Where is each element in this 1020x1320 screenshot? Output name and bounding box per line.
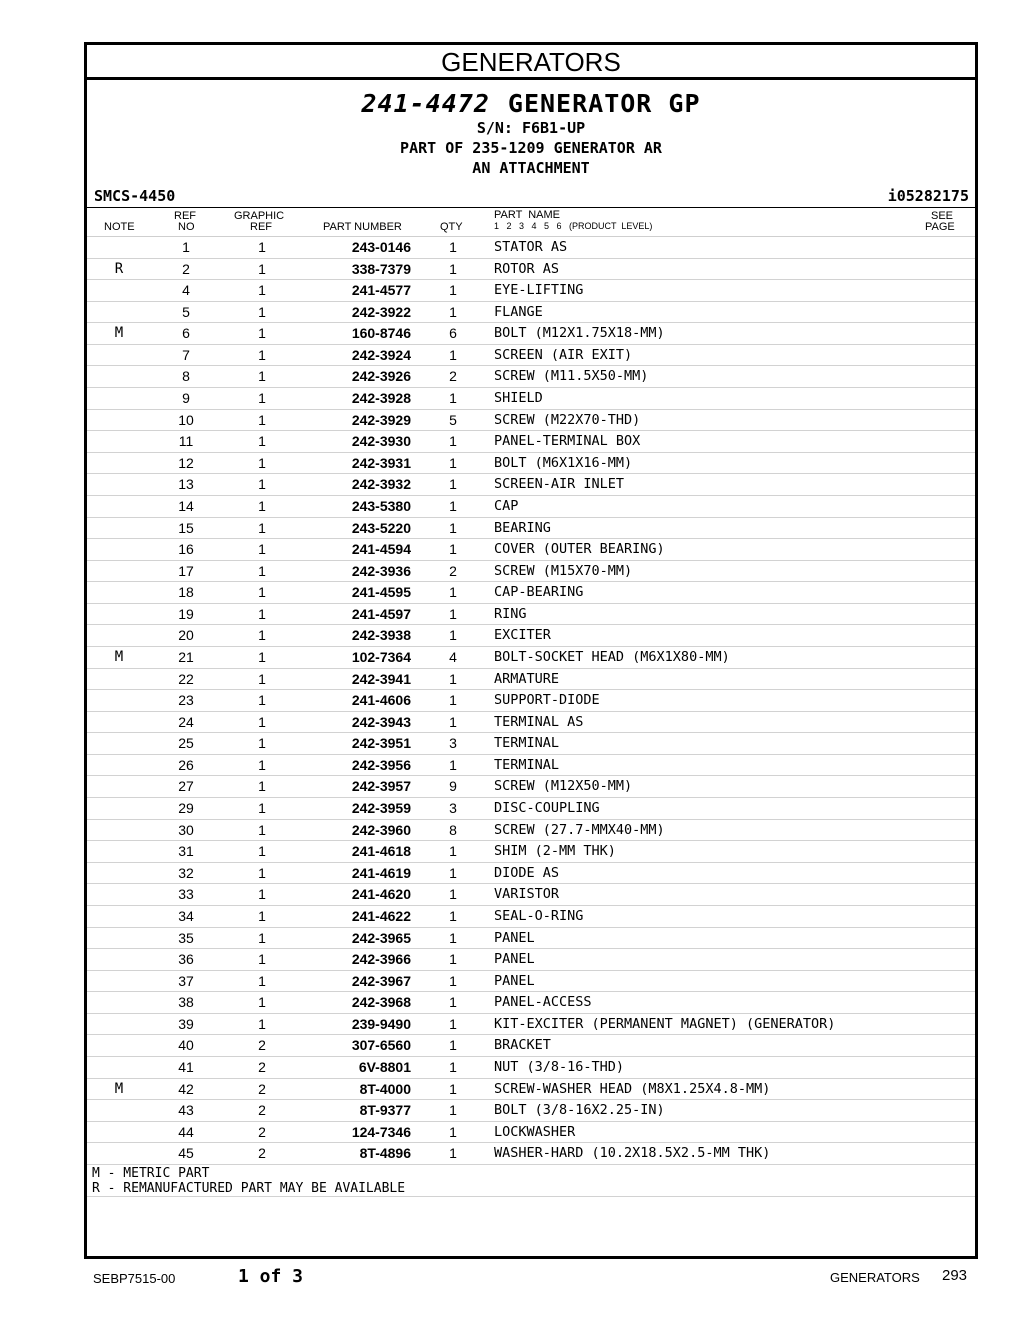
table-row xyxy=(87,366,975,388)
group-part-number: 241-4472 xyxy=(361,89,490,118)
ref-no-cell: 44 xyxy=(178,1123,194,1140)
ref-no-cell: 21 xyxy=(178,648,194,665)
part-name-cell: SCREW (M12X50-MM) xyxy=(494,778,633,795)
graphic-ref-cell: 1 xyxy=(258,346,266,363)
page-number: 293 xyxy=(942,1267,968,1284)
part-name-cell: PANEL-TERMINAL BOX xyxy=(494,433,641,450)
part-name-cell: VARISTOR xyxy=(494,886,560,903)
graphic-ref-cell: 1 xyxy=(258,519,266,536)
note-cell: M xyxy=(114,648,124,665)
table-row xyxy=(87,561,975,583)
table-row xyxy=(87,669,975,691)
part-number-cell: 242-3936 xyxy=(351,562,411,579)
ref-no-cell: 25 xyxy=(178,735,194,752)
group-title-block xyxy=(87,80,975,178)
ref-no-cell: 8 xyxy=(182,368,190,385)
ref-no-cell: 16 xyxy=(178,541,194,558)
footer-section: GENERATORS xyxy=(830,1270,920,1285)
qty-cell: 1 xyxy=(449,994,457,1011)
col-ref-2: NO xyxy=(178,221,195,233)
graphic-ref-cell: 1 xyxy=(258,239,266,255)
table-row xyxy=(87,906,975,928)
qty-cell: 1 xyxy=(449,1058,457,1075)
part-name-cell: KIT-EXCITER (PERMANENT MAGNET) (GENERATOR) xyxy=(494,1015,836,1032)
table-row xyxy=(87,884,975,906)
part-of-line: PART OF 235-1209 GENERATOR AR xyxy=(400,139,662,157)
table-row xyxy=(87,1079,975,1101)
graphic-ref-cell: 2 xyxy=(258,1080,266,1097)
part-number-cell: 243-5220 xyxy=(351,519,411,536)
part-name-cell: COVER (OUTER BEARING) xyxy=(494,541,665,558)
col-graphic-1: GRAPHIC xyxy=(234,210,285,222)
part-number-cell: 242-3967 xyxy=(351,972,411,989)
part-number-cell: 243-5380 xyxy=(351,497,411,514)
part-number-cell: 241-4619 xyxy=(351,864,411,881)
col-note: NOTE xyxy=(104,221,135,233)
col-part-number: PART NUMBER xyxy=(323,221,402,233)
graphic-ref-cell: 1 xyxy=(258,929,266,946)
part-name-cell: ARMATURE xyxy=(494,670,560,687)
table-row xyxy=(87,1014,975,1036)
part-name-cell: CAP xyxy=(494,497,519,514)
ref-no-cell: 19 xyxy=(178,605,194,622)
parts-page-frame xyxy=(84,42,978,1259)
part-number-cell: 102-7364 xyxy=(351,648,411,665)
smcs-code: SMCS-4450 xyxy=(94,187,176,205)
graphic-ref-cell: 1 xyxy=(258,584,266,601)
col-part-name-2: 1 2 3 4 5 6 (PRODUCT LEVEL) xyxy=(494,221,653,231)
table-row xyxy=(87,1035,975,1057)
ref-no-cell: 40 xyxy=(178,1037,194,1054)
ref-no-cell: 13 xyxy=(178,476,194,493)
qty-cell: 1 xyxy=(449,670,457,687)
part-name-cell: PANEL xyxy=(494,929,535,946)
qty-cell: 1 xyxy=(449,282,457,299)
parts-table xyxy=(87,237,975,1165)
qty-cell: 1 xyxy=(449,260,457,277)
part-name-cell: WASHER-HARD (10.2X18.5X2.5-MM THK) xyxy=(494,1145,771,1162)
graphic-ref-cell: 1 xyxy=(258,562,266,579)
col-part-name-1: PART NAME xyxy=(494,209,561,221)
part-name-cell: TERMINAL xyxy=(494,735,560,752)
part-name-cell: PANEL-ACCESS xyxy=(494,994,592,1011)
ref-no-cell: 11 xyxy=(178,433,194,450)
part-name-cell: SHIELD xyxy=(494,390,543,407)
graphic-ref-cell: 2 xyxy=(258,1058,266,1075)
qty-cell: 1 xyxy=(449,454,457,471)
part-name-cell: SCREW (M22X70-THD) xyxy=(494,411,641,428)
part-number-cell: 242-3956 xyxy=(351,756,411,773)
graphic-ref-cell: 2 xyxy=(258,1102,266,1119)
qty-cell: 1 xyxy=(449,1015,457,1032)
graphic-ref-cell: 1 xyxy=(258,907,266,924)
ref-no-cell: 39 xyxy=(178,1015,194,1032)
part-name-cell: BRACKET xyxy=(494,1037,551,1054)
ref-no-cell: 22 xyxy=(178,670,194,687)
table-row xyxy=(87,259,975,281)
note-cell: M xyxy=(114,1080,124,1097)
ref-no-cell: 20 xyxy=(178,627,194,644)
part-name-cell: SCREEN-AIR INLET xyxy=(494,476,625,493)
ref-no-cell: 27 xyxy=(178,778,194,795)
part-number-cell: 242-3932 xyxy=(351,476,411,493)
table-row xyxy=(87,518,975,540)
graphic-ref-cell: 1 xyxy=(258,994,266,1011)
part-number-cell: 242-3930 xyxy=(351,433,411,450)
ref-no-cell: 10 xyxy=(178,411,194,428)
ref-no-cell: 26 xyxy=(178,756,194,773)
qty-cell: 1 xyxy=(449,476,457,493)
ref-no-cell: 37 xyxy=(178,972,194,989)
part-number-cell: 242-3968 xyxy=(351,994,411,1011)
part-number-cell: 338-7379 xyxy=(351,260,411,277)
graphic-ref-cell: 1 xyxy=(258,476,266,493)
qty-cell: 1 xyxy=(449,519,457,536)
qty-cell: 3 xyxy=(449,735,457,752)
part-name-cell: DIODE AS xyxy=(494,864,560,881)
table-row xyxy=(87,712,975,734)
part-name-cell: ROTOR AS xyxy=(494,260,560,277)
ref-no-cell: 2 xyxy=(182,260,190,277)
table-row xyxy=(87,280,975,302)
qty-cell: 1 xyxy=(449,886,457,903)
table-row xyxy=(87,971,975,993)
qty-cell: 1 xyxy=(449,605,457,622)
part-number-cell: 242-3922 xyxy=(351,303,411,320)
page-footer xyxy=(0,1262,1020,1292)
part-number-cell: 239-9490 xyxy=(351,1015,411,1032)
part-name-cell: SUPPORT-DIODE xyxy=(494,692,600,709)
graphic-ref-cell: 2 xyxy=(258,1145,266,1162)
graphic-ref-cell: 1 xyxy=(258,497,266,514)
graphic-ref-cell: 1 xyxy=(258,627,266,644)
qty-cell: 1 xyxy=(449,951,457,968)
col-graphic-2: REF xyxy=(250,221,272,233)
ref-no-cell: 43 xyxy=(178,1102,194,1119)
qty-cell: 8 xyxy=(449,821,457,838)
graphic-ref-cell: 1 xyxy=(258,260,266,277)
graphic-ref-cell: 1 xyxy=(258,735,266,752)
part-name-cell: DISC-COUPLING xyxy=(494,800,600,817)
part-number-cell: 241-4595 xyxy=(351,584,411,601)
ref-no-cell: 33 xyxy=(178,886,194,903)
graphic-ref-cell: 1 xyxy=(258,282,266,299)
part-name-cell: BEARING xyxy=(494,519,551,536)
col-see-2: PAGE xyxy=(925,221,955,233)
part-number-cell: 242-3966 xyxy=(351,951,411,968)
table-row xyxy=(87,733,975,755)
part-name-cell: SCREW (M15X70-MM) xyxy=(494,562,633,579)
qty-cell: 1 xyxy=(449,864,457,881)
part-number-cell: 160-8746 xyxy=(351,325,411,342)
part-number-cell: 241-4594 xyxy=(351,541,411,558)
graphic-ref-cell: 1 xyxy=(258,1015,266,1032)
table-row xyxy=(87,431,975,453)
graphic-ref-cell: 1 xyxy=(258,821,266,838)
ref-no-cell: 34 xyxy=(178,907,194,924)
part-name-cell: CAP-BEARING xyxy=(494,584,584,601)
qty-cell: 1 xyxy=(449,1145,457,1162)
section-title: GENERATORS xyxy=(87,45,975,80)
qty-cell: 1 xyxy=(449,692,457,709)
table-row xyxy=(87,755,975,777)
qty-cell: 1 xyxy=(449,497,457,514)
graphic-ref-cell: 1 xyxy=(258,454,266,471)
part-number-cell: 241-4597 xyxy=(351,605,411,622)
part-number-cell: 242-3957 xyxy=(351,778,411,795)
table-row xyxy=(87,604,975,626)
table-row xyxy=(87,690,975,712)
graphic-ref-cell: 1 xyxy=(258,864,266,881)
table-row xyxy=(87,949,975,971)
part-number-cell: 6V-8801 xyxy=(358,1058,411,1075)
part-name-cell: SCREEN (AIR EXIT) xyxy=(494,346,633,363)
table-row xyxy=(87,928,975,950)
part-number-cell: 124-7346 xyxy=(351,1123,411,1140)
graphic-ref-cell: 1 xyxy=(258,303,266,320)
qty-cell: 6 xyxy=(449,325,457,342)
part-name-cell: EXCITER xyxy=(494,627,551,644)
col-qty: QTY xyxy=(440,221,463,233)
ref-no-cell: 12 xyxy=(178,454,194,471)
graphic-ref-cell: 1 xyxy=(258,411,266,428)
part-number-cell: 242-3928 xyxy=(351,390,411,407)
graphic-ref-cell: 1 xyxy=(258,843,266,860)
qty-cell: 1 xyxy=(449,1037,457,1054)
qty-cell: 1 xyxy=(449,303,457,320)
part-name-cell: EYE-LIFTING xyxy=(494,282,584,299)
part-name-cell: PANEL xyxy=(494,951,535,968)
notes-legend xyxy=(87,1166,975,1197)
graphic-ref-cell: 1 xyxy=(258,800,266,817)
graphic-ref-cell: 1 xyxy=(258,433,266,450)
qty-cell: 1 xyxy=(449,756,457,773)
doc-id: SEBP7515-00 xyxy=(93,1271,176,1286)
qty-cell: 1 xyxy=(449,346,457,363)
graphic-ref-cell: 2 xyxy=(258,1037,266,1054)
ref-no-cell: 30 xyxy=(178,821,194,838)
graphic-ref-cell: 1 xyxy=(258,972,266,989)
legend-reman: R - REMANUFACTURED PART MAY BE AVAILABLE xyxy=(92,1181,406,1196)
part-name-cell: SCREW (27.7-MMX40-MM) xyxy=(494,821,665,838)
table-row xyxy=(87,1057,975,1079)
qty-cell: 1 xyxy=(449,627,457,644)
part-number-cell: 242-3951 xyxy=(351,735,411,752)
part-number-cell: 242-3929 xyxy=(351,411,411,428)
part-number-cell: 242-3941 xyxy=(351,670,411,687)
table-row xyxy=(87,625,975,647)
table-row xyxy=(87,1122,975,1144)
qty-cell: 1 xyxy=(449,972,457,989)
part-name-cell: TERMINAL xyxy=(494,756,560,773)
part-number-cell: 8T-9377 xyxy=(359,1102,411,1119)
qty-cell: 1 xyxy=(449,584,457,601)
ref-no-cell: 41 xyxy=(178,1058,194,1075)
serial-number: S/N: F6B1-UP xyxy=(476,119,586,137)
table-row xyxy=(87,539,975,561)
qty-cell: 1 xyxy=(449,907,457,924)
part-name-cell: TERMINAL AS xyxy=(494,713,584,730)
part-number-cell: 242-3926 xyxy=(351,368,411,385)
ref-no-cell: 42 xyxy=(178,1080,194,1097)
graphic-ref-cell: 1 xyxy=(258,692,266,709)
table-row xyxy=(87,323,975,345)
part-name-cell: BOLT (M12X1.75X18-MM) xyxy=(494,325,665,342)
ref-no-cell: 35 xyxy=(178,929,194,946)
graphic-ref-cell: 1 xyxy=(258,670,266,687)
qty-cell: 1 xyxy=(449,929,457,946)
ref-no-cell: 18 xyxy=(178,584,194,601)
graphic-ref-cell: 1 xyxy=(258,605,266,622)
part-name-cell: NUT (3/8-16-THD) xyxy=(494,1058,625,1075)
ref-no-cell: 32 xyxy=(178,864,194,881)
group-name: GENERATOR GP xyxy=(507,89,701,118)
part-number-cell: 241-4618 xyxy=(351,843,411,860)
qty-cell: 2 xyxy=(449,562,457,579)
table-row xyxy=(87,410,975,432)
legend-metric: M - METRIC PART xyxy=(92,1166,210,1181)
part-number-cell: 8T-4896 xyxy=(359,1145,411,1162)
table-row xyxy=(87,647,975,669)
qty-cell: 1 xyxy=(449,541,457,558)
part-name-cell: LOCKWASHER xyxy=(494,1123,576,1140)
table-row xyxy=(87,863,975,885)
table-row xyxy=(87,582,975,604)
note-cell: M xyxy=(114,325,124,342)
ref-no-cell: 9 xyxy=(182,390,190,407)
graphic-ref-cell: 2 xyxy=(258,1123,266,1140)
table-row xyxy=(87,453,975,475)
graphic-ref-cell: 1 xyxy=(258,325,266,342)
part-number-cell: 242-3959 xyxy=(351,800,411,817)
part-number-cell: 241-4620 xyxy=(351,886,411,903)
ref-no-cell: 29 xyxy=(178,800,194,817)
qty-cell: 1 xyxy=(449,1080,457,1097)
table-row xyxy=(87,820,975,842)
part-name-cell: SHIM (2-MM THK) xyxy=(494,843,616,860)
graphic-ref-cell: 1 xyxy=(258,756,266,773)
ref-no-cell: 14 xyxy=(178,497,194,514)
note-cell: R xyxy=(114,260,124,277)
table-row xyxy=(87,302,975,324)
qty-cell: 1 xyxy=(449,1123,457,1140)
table-row xyxy=(87,1100,975,1122)
qty-cell: 1 xyxy=(449,390,457,407)
table-row xyxy=(87,992,975,1014)
group-title xyxy=(87,90,975,118)
ref-no-cell: 7 xyxy=(182,346,190,363)
table-row xyxy=(87,474,975,496)
column-header xyxy=(87,208,975,237)
graphic-ref-cell: 1 xyxy=(258,390,266,407)
table-row xyxy=(87,1143,975,1165)
ref-no-cell: 1 xyxy=(182,239,190,255)
table-row xyxy=(87,345,975,367)
qty-cell: 1 xyxy=(449,843,457,860)
ref-no-cell: 5 xyxy=(182,303,190,320)
table-row xyxy=(87,237,975,259)
ref-no-cell: 17 xyxy=(178,562,194,579)
graphic-ref-cell: 1 xyxy=(258,648,266,665)
part-name-cell: BOLT (3/8-16X2.25-IN) xyxy=(494,1102,665,1119)
qty-cell: 4 xyxy=(449,648,457,665)
part-name-cell: SCREW-WASHER HEAD (M8X1.25X4.8-MM) xyxy=(494,1080,771,1097)
table-row xyxy=(87,841,975,863)
ref-no-cell: 23 xyxy=(178,692,194,709)
qty-cell: 1 xyxy=(449,1102,457,1119)
graphic-ref-cell: 1 xyxy=(258,886,266,903)
table-row xyxy=(87,496,975,518)
part-number-cell: 241-4577 xyxy=(351,282,411,299)
part-number-cell: 242-3938 xyxy=(351,627,411,644)
qty-cell: 1 xyxy=(449,433,457,450)
part-number-cell: 242-3931 xyxy=(351,454,411,471)
table-row xyxy=(87,388,975,410)
illustration-id: i05282175 xyxy=(887,187,969,205)
part-name-cell: PANEL xyxy=(494,972,535,989)
part-name-cell: BOLT (M6X1X16-MM) xyxy=(494,454,633,471)
smcs-row xyxy=(87,187,975,208)
page-of: 1 of 3 xyxy=(238,1266,304,1287)
col-see-1: SEE xyxy=(931,210,954,222)
part-name-cell: SCREW (M11.5X50-MM) xyxy=(494,368,649,385)
qty-cell: 1 xyxy=(449,713,457,730)
qty-cell: 1 xyxy=(449,239,457,255)
ref-no-cell: 4 xyxy=(182,282,190,299)
table-row xyxy=(87,798,975,820)
part-number-cell: 242-3943 xyxy=(351,713,411,730)
qty-cell: 5 xyxy=(449,411,457,428)
qty-cell: 3 xyxy=(449,800,457,817)
part-number-cell: 307-6560 xyxy=(351,1037,411,1054)
part-name-cell: BOLT-SOCKET HEAD (M6X1X80-MM) xyxy=(494,648,730,665)
ref-no-cell: 31 xyxy=(178,843,194,860)
part-name-cell: FLANGE xyxy=(494,303,543,320)
part-number-cell: 8T-4000 xyxy=(359,1080,411,1097)
part-number-cell: 242-3965 xyxy=(351,929,411,946)
part-number-cell: 243-0146 xyxy=(351,239,411,255)
part-name-cell: RING xyxy=(494,605,527,622)
ref-no-cell: 15 xyxy=(178,519,194,536)
col-ref-1: REF xyxy=(174,210,196,222)
table-row xyxy=(87,776,975,798)
attachment-line: AN ATTACHMENT xyxy=(472,159,590,177)
ref-no-cell: 38 xyxy=(178,994,194,1011)
part-number-cell: 241-4606 xyxy=(351,692,411,709)
part-name-cell: STATOR AS xyxy=(494,239,568,255)
ref-no-cell: 24 xyxy=(178,713,194,730)
qty-cell: 9 xyxy=(449,778,457,795)
graphic-ref-cell: 1 xyxy=(258,713,266,730)
graphic-ref-cell: 1 xyxy=(258,778,266,795)
part-name-cell: SEAL-O-RING xyxy=(494,907,584,924)
ref-no-cell: 45 xyxy=(178,1145,194,1162)
qty-cell: 2 xyxy=(449,368,457,385)
part-number-cell: 242-3924 xyxy=(351,346,411,363)
graphic-ref-cell: 1 xyxy=(258,951,266,968)
ref-no-cell: 6 xyxy=(182,325,190,342)
graphic-ref-cell: 1 xyxy=(258,368,266,385)
part-number-cell: 241-4622 xyxy=(351,907,411,924)
ref-no-cell: 36 xyxy=(178,951,194,968)
graphic-ref-cell: 1 xyxy=(258,541,266,558)
part-number-cell: 242-3960 xyxy=(351,821,411,838)
